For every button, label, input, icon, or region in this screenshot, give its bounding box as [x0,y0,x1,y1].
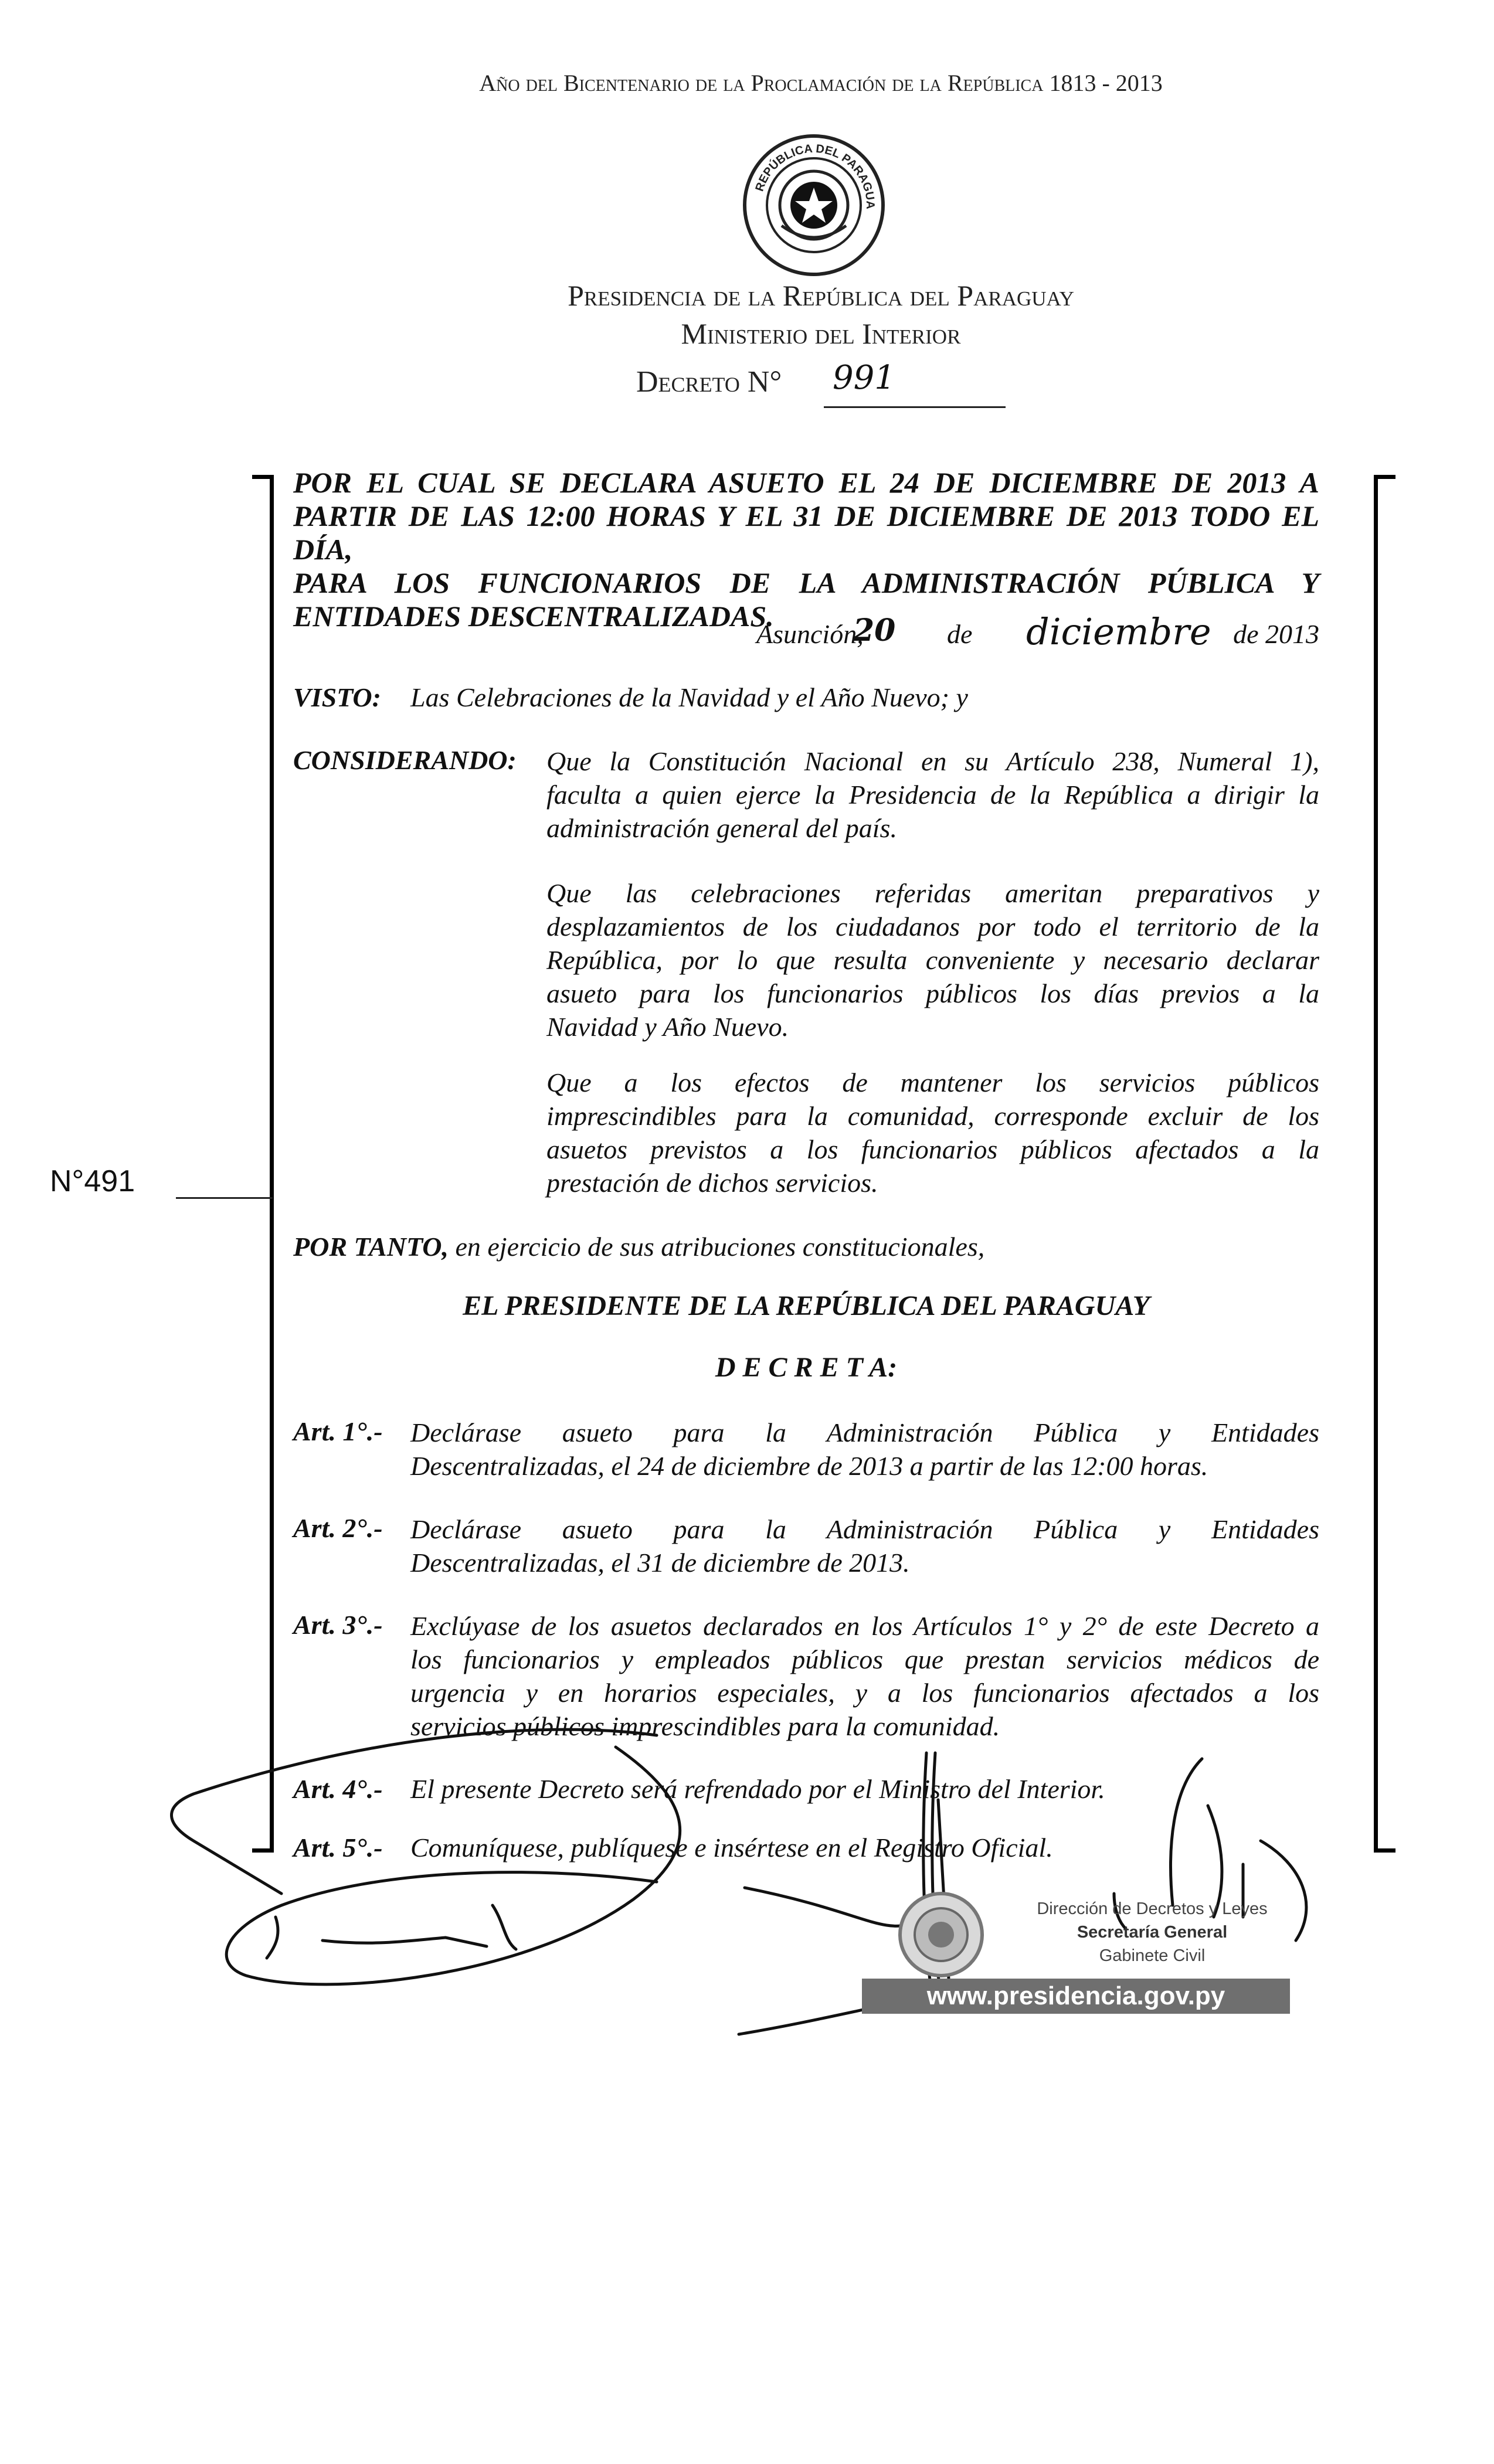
article-3-label: Art. 3°.- [293,1610,383,1640]
article-5-text: Comuníquese, publíquese e insértese en el Registro Oficial. [410,1833,1053,1863]
left-bracket [270,475,274,1853]
ministerio-heading: Ministerio del Interior [681,317,961,350]
article-2-label: Art. 2°.- [293,1513,383,1543]
seal-text: REPÚBLICA DEL PARAGUA [753,142,877,209]
margin-number: N°491 [50,1164,135,1198]
considerando-p3: Que a los efectos de mantener los servicios públicos imprescindibles para la comunidad, corresponde excluir de los asuetos previstos a los funcionarios públicos afectados a la prestación de dichos servicios. [546,1068,1319,1198]
stamp-line2: Secretaría General [1077,1923,1228,1942]
decree-date: Asunción, 20 de diciembre de 2013 [756,610,1319,653]
article-2-text: Declárase asueto para la Administración Pública y Entidades Descentralizadas, el 31 de diciembre de 2013. [410,1514,1319,1578]
stamp-line3: Gabinete Civil [1099,1946,1206,1965]
considerando-p2: Que las celebraciones referidas ameritan preparativos y desplazamientos de los ciudadanos por todo el territorio de la República, por lo que resulta conveniente y necesario declarar asueto para los funcionarios públicos los días previos a la Navidad y Año Nuevo. [546,878,1319,1042]
visto-text: Las Celebraciones de la Navidad y el Año Nuevo; y [410,682,968,712]
article-4-label: Art. 4°.- [293,1774,383,1804]
considerando-p1: Que la Constitución Nacional en su Artículo 238, Numeral 1), faculta a quien ejerce la Presidencia de la República a dirigir la administración general del país. [546,746,1319,843]
decreta-heading: D E C R E T A: [715,1352,898,1383]
right-bracket [1374,475,1378,1853]
presidencia-heading: Presidencia de la República del Paraguay [568,279,1074,312]
stamp-line1: Dirección de Decretos y Leyes [1037,1899,1268,1918]
stamp-seal-icon [874,1891,1009,1979]
article-1-label: Art. 1°.- [293,1416,383,1446]
considerando-label: CONSIDERANDO: [293,745,517,775]
bicentenario-header: Año del Bicentenario de la Proclamación de la República 1813 - 2013 [479,70,1163,96]
decreto-underline [824,406,1006,408]
decree-title: POR EL CUAL SE DECLARA ASUETO EL 24 DE DICIEMBRE DE 2013 A PARTIR DE LAS 12:00 HORAS Y EL 31 DE DICIEMBRE DE 2013 TODO EL DÍA, PARA LOS FUNCIONARIOS DE LA ADMINISTRACIÓN PÚBLICA Y ENTIDADES DESCENTRALIZADAS. [293,466,1319,633]
decreto-number: 991 [833,359,895,397]
article-4-text: El presente Decreto será refrendado por el Ministro del Interior. [410,1774,1105,1804]
president-heading: EL PRESIDENTE DE LA REPÚBLICA DEL PARAGUAY [463,1290,1150,1321]
article-1-text: Declárase asueto para la Administración Pública y Entidades Descentralizadas, el 24 de diciembre de 2013 a partir de las 12:00 horas. [410,1418,1319,1481]
visto-label: VISTO: [293,682,381,712]
official-stamp [862,1891,1331,2017]
national-seal-icon [741,132,887,278]
article-3-text: Exclúyase de los asuetos declarados en los Artículos 1° y 2° de este Decreto a los funcionarios y empleados públicos que prestan servicios médicos de urgencia y en horarios especiales, y a los funcionarios afectados a los servicios públicos imprescindibles para la comunidad. [410,1611,1319,1741]
decreto-label: Decreto N° [636,365,782,399]
stamp-url: www.presidencia.gov.py [862,1979,1290,2014]
article-5-label: Art. 5°.- [293,1833,383,1863]
por-tanto: POR TANTO, en ejercicio de sus atribuciones constitucionales, [293,1232,985,1262]
